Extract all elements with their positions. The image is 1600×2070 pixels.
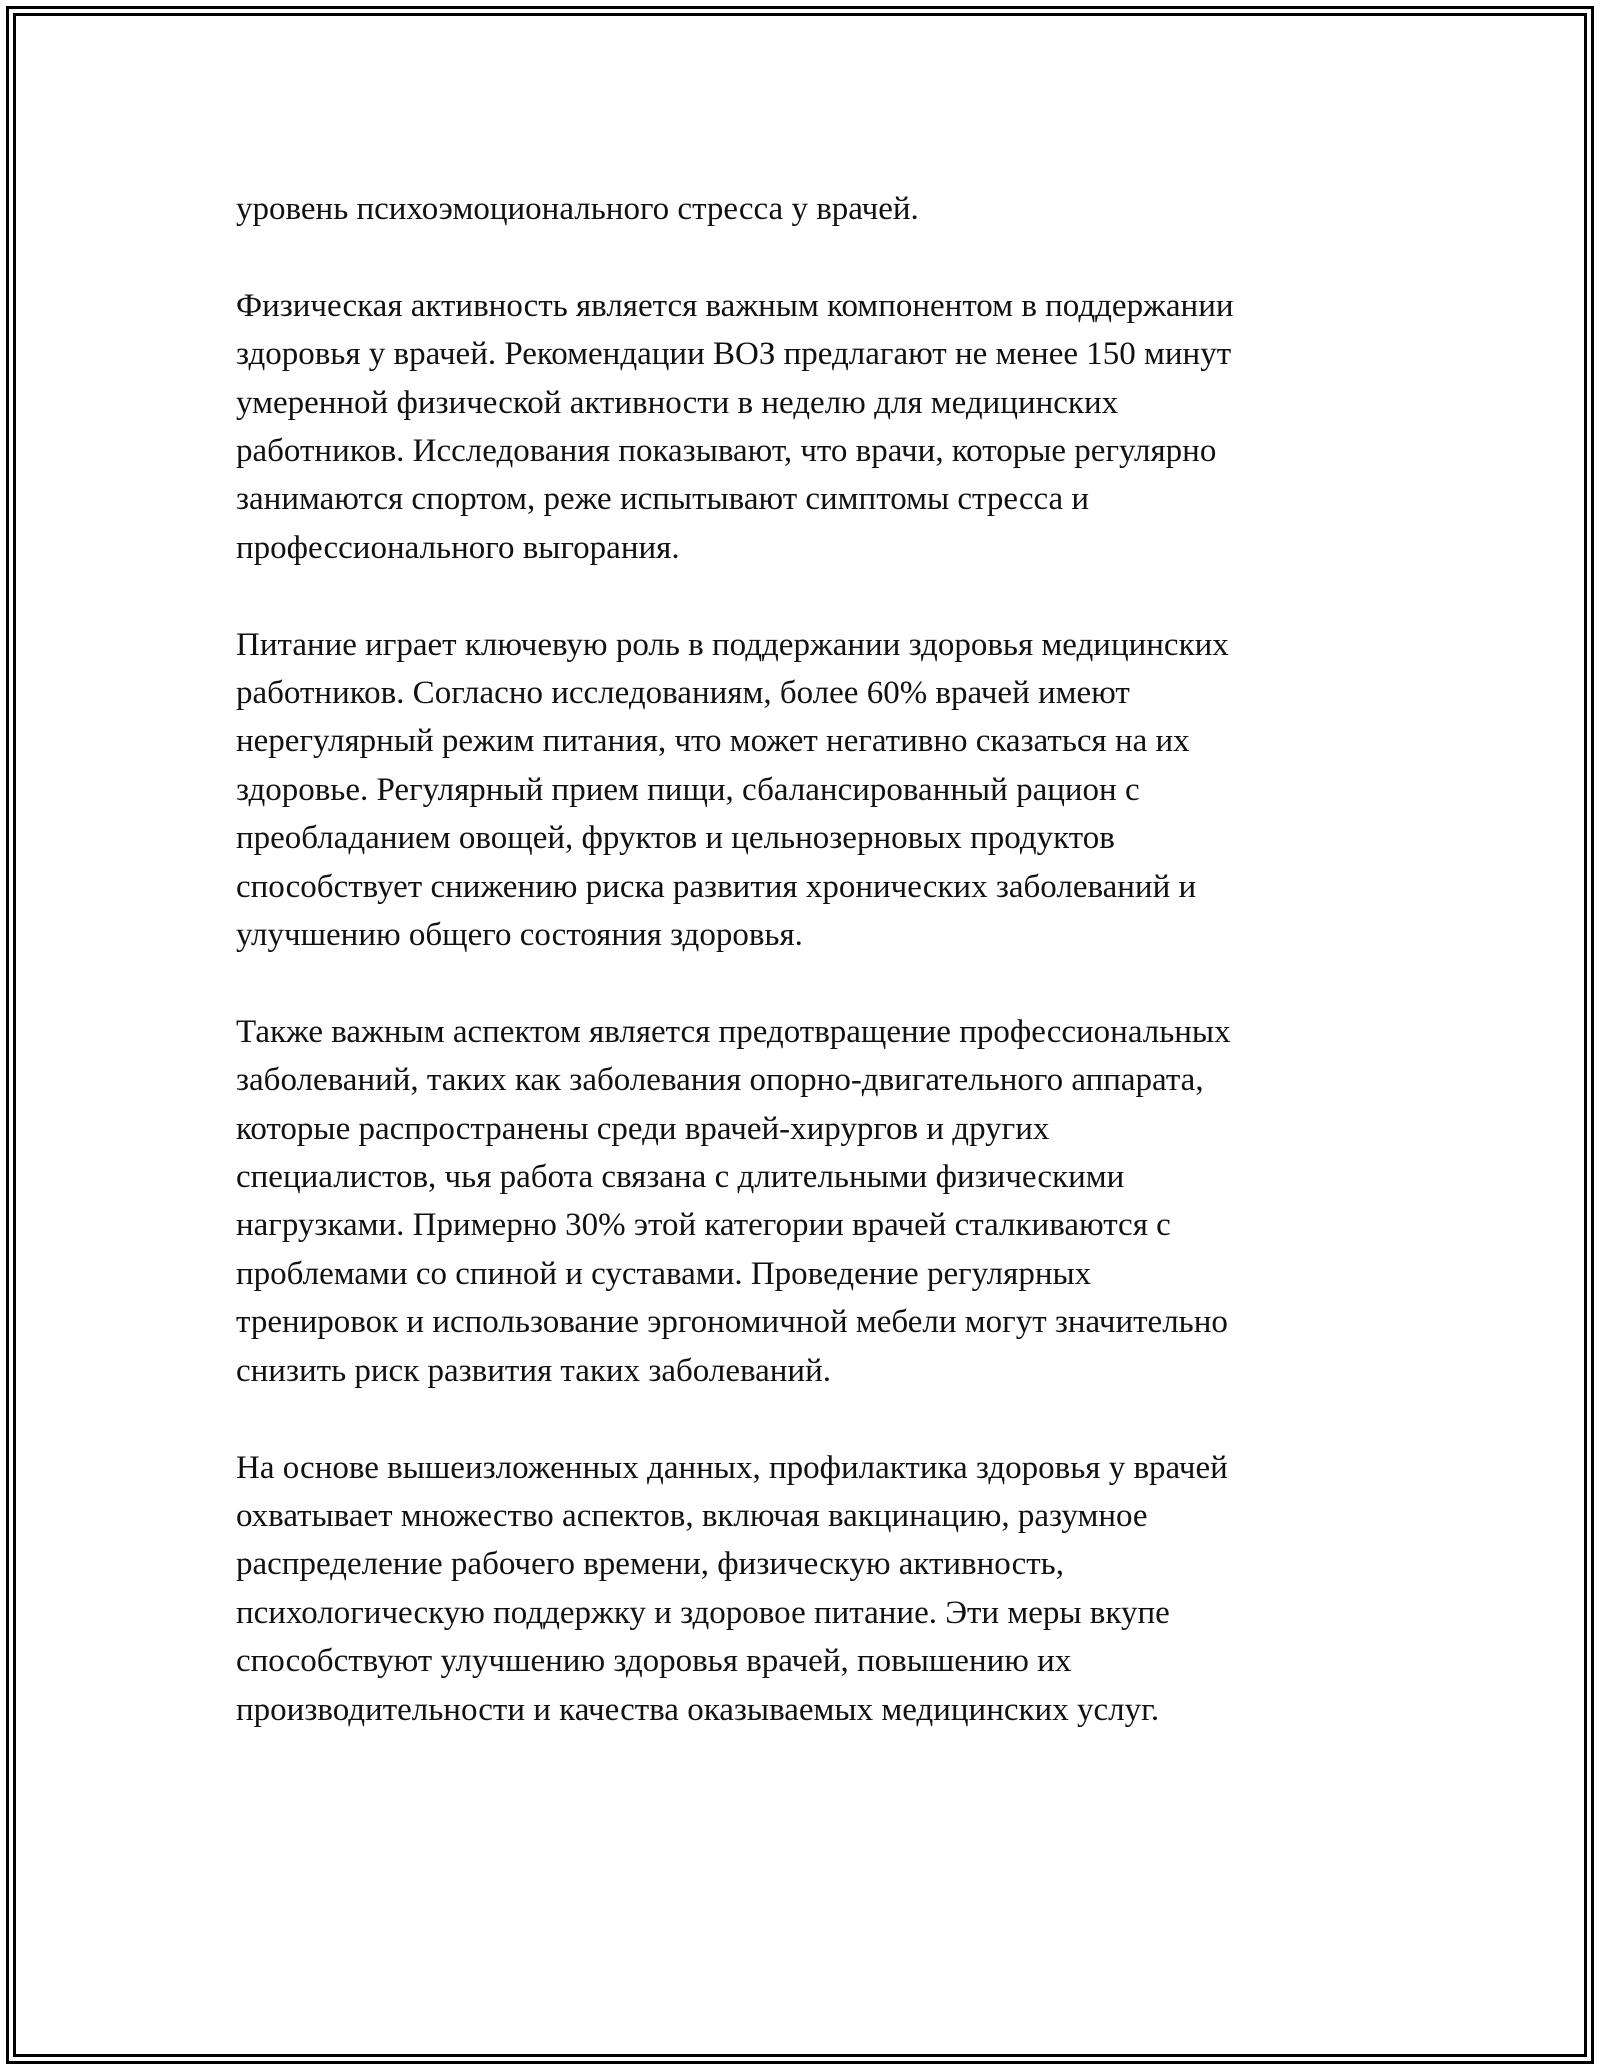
text-line: способствует снижению риска развития хронических заболеваний и [236, 868, 1197, 905]
text-line: занимаются спортом, реже испытывают симптомы стресса и [236, 481, 1090, 518]
text-line: специалистов, чья работа связана с длительными физическими [236, 1159, 1125, 1196]
text-line: заболеваний, таких как заболевания опорно-двигательного аппарата, [236, 1062, 1204, 1099]
text-line: охватывает множество аспектов, включая вакцинацию, разумное [236, 1497, 1148, 1534]
text-line: уровень психоэмоционального стресса у врачей. [236, 191, 919, 227]
text-line: здоровья у врачей. Рекомендации ВОЗ предлагают не менее 150 минут [236, 336, 1232, 373]
text-line: проблемами со спиной и суставами. Проведение регулярных [236, 1255, 1092, 1292]
paragraph [236, 621, 1386, 960]
paragraph [236, 1444, 1386, 1734]
text-line: психологическую поддержку и здоровое питание. Эти меры вкупе [236, 1594, 1170, 1631]
text-line: тренировок и использование эргономичной мебели могут значительно [236, 1304, 1228, 1341]
text-line: снизить риск развития таких заболеваний. [236, 1352, 831, 1389]
text-line: улучшению общего состояния здоровья. [236, 917, 803, 954]
text-line: профессионального выгорания. [236, 529, 680, 566]
text-line: распределение рабочего времени, физическую активность, [236, 1546, 1064, 1583]
text-line: умеренной физической активности в неделю для медицинских [236, 384, 1119, 421]
paragraph [236, 282, 1386, 572]
text-line: Питание играет ключевую роль в поддержании здоровья медицинских [236, 626, 1229, 663]
text-line: работников. Исследования показывают, что врачи, которые регулярно [236, 433, 1217, 470]
paragraph [236, 1008, 1386, 1395]
text-line: работников. Согласно исследованиям, более 60% врачей имеют [236, 675, 1130, 712]
text-line: которые распространены среди врачей-хирургов и других [236, 1110, 1050, 1147]
document-body [236, 185, 1386, 1782]
text-line: производительности и качества оказываемых медицинских услуг. [236, 1691, 1160, 1728]
text-line: Физическая активность является важным компонентом в поддержании [236, 287, 1234, 324]
paragraph [236, 185, 1386, 233]
text-line: здоровье. Регулярный прием пищи, сбалансированный рацион с [236, 771, 1140, 808]
text-line: способствуют улучшению здоровья врачей, повышению их [236, 1643, 1072, 1680]
text-line: нерегулярный режим питания, что может негативно сказаться на их [236, 723, 1190, 760]
text-line: нагрузками. Примерно 30% этой категории врачей сталкиваются с [236, 1207, 1171, 1244]
text-line: преобладанием овощей, фруктов и цельнозерновых продуктов [236, 820, 1115, 857]
text-line: На основе вышеизложенных данных, профилактика здоровья у врачей [236, 1449, 1228, 1486]
text-line: Также важным аспектом является предотвращение профессиональных [236, 1013, 1231, 1050]
